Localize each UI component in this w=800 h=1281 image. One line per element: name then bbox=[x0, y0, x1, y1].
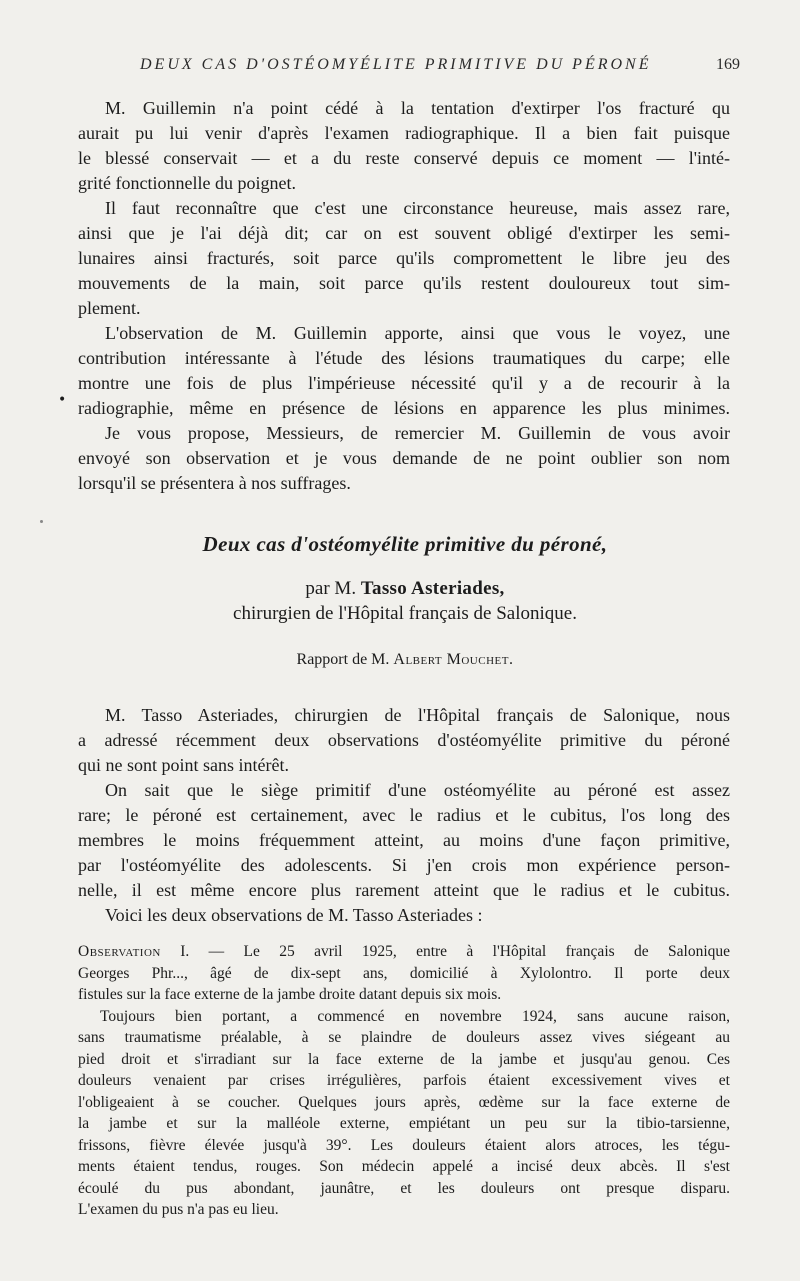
text-line: écoulé du pus abondant, jaunâtre, et les douleurs ont presque disparu. bbox=[78, 1179, 730, 1197]
text-line: Georges Phr..., âgé de dix-sept ans, domicilié à Xylolontro. Il porte deux bbox=[78, 964, 730, 982]
text-line: membres le moins fréquemment atteint, au moins d'une façon primitive, bbox=[78, 830, 730, 850]
text-line: Voici les deux observations de M. Tasso Asteriades : bbox=[105, 905, 483, 925]
margin-mark bbox=[40, 520, 43, 523]
text-line: par l'ostéomyélite des adolescents. Si j'en crois mon expérience person- bbox=[78, 855, 730, 875]
text-line: L'examen du pus n'a pas eu lieu. bbox=[78, 1201, 279, 1218]
text-line: montre une fois de plus l'impérieuse nécessité qu'il y a de recourir à la bbox=[78, 373, 730, 393]
report-guillemin-conclusion bbox=[78, 96, 730, 496]
running-head bbox=[140, 56, 740, 74]
rapport-author: Albert Mouchet. bbox=[393, 651, 514, 668]
text-line: lunaires ainsi fracturés, soit parce qu'ils compromettent le libre jeu des bbox=[78, 248, 730, 268]
text-line: rare; le péroné est certainement, avec le radius et le cubitus, l'os long des bbox=[78, 805, 730, 825]
text-line: M. Guillemin n'a point cédé à la tentation d'extirper l'os fracturé qu bbox=[105, 98, 730, 118]
text-line: aurait pu lui venir d'après l'examen radiographique. Il a bien fait puisque bbox=[78, 123, 730, 143]
byline-author: Tasso Asteriades, bbox=[360, 578, 505, 599]
text-line: frissons, fièvre élevée jusqu'à 39°. Les douleurs étaient alors atroces, les tégu- bbox=[78, 1136, 730, 1154]
running-head-title: DEUX CAS D'OSTÉOMYÉLITE PRIMITIVE DU PÉRONÉ bbox=[140, 56, 652, 73]
text-line: la jambe et sur la malléole externe, empiétant un peu sur la tibio-tarsienne, bbox=[78, 1115, 730, 1132]
text-line: Je vous propose, Messieurs, de remercier M. Guillemin de vous avoir bbox=[105, 423, 730, 443]
text-line: radiographie, même en présence de lésions en apparence les plus minimes. bbox=[78, 398, 730, 418]
observation-label: Observation bbox=[78, 943, 161, 960]
text-line: fistules sur la face externe de la jambe droite datant depuis six mois. bbox=[78, 986, 502, 1003]
rapport-line bbox=[0, 651, 800, 669]
article-introduction bbox=[78, 703, 730, 928]
rapport-prefix: Rapport de M. bbox=[296, 651, 390, 668]
text-line: le blessé conservait — et a du reste conservé depuis ce moment — l'inté- bbox=[78, 148, 730, 168]
text-line: sans traumatisme préalable, à se plaindre de douleurs assez vives siégeant au bbox=[78, 1029, 730, 1046]
text-line: contribution intéressante à l'étude des lésions traumatiques du carpe; elle bbox=[78, 348, 730, 368]
text-line: envoyé son observation et je vous demande de ne point oublier son nom bbox=[78, 448, 730, 468]
text-line: l'obligeaient à se coucher. Quelques jours après, œdème sur la face externe de bbox=[78, 1093, 730, 1111]
observation-first-line-rest: I. — Le 25 avril 1925, entre à l'Hôpital français de Salonique bbox=[180, 943, 731, 960]
text-line: ments étaient tendus, rouges. Son médecin appelé a incisé deux abcès. Il s'est bbox=[78, 1158, 730, 1175]
text-line: grité fonctionnelle du poignet. bbox=[78, 173, 296, 193]
text-line: qui ne sont point sans intérêt. bbox=[78, 755, 289, 775]
text-line: douleurs venaient par crises irrégulières, parfois étaient excessivement vives et bbox=[78, 1072, 730, 1089]
text-line: lorsqu'il se présentera à nos suffrages. bbox=[78, 473, 351, 493]
text-line: Toujours bien portant, a commencé en novembre 1924, sans aucune raison, bbox=[100, 1007, 730, 1025]
byline-author-line bbox=[0, 576, 800, 601]
byline-affiliation: chirurgien de l'Hôpital français de Salonique. bbox=[233, 603, 577, 624]
byline bbox=[0, 576, 800, 626]
text-line: a adressé récemment deux observations d'ostéomyélite primitive du péroné bbox=[78, 730, 730, 750]
article-title: Deux cas d'ostéomyélite primitive du péroné, bbox=[202, 532, 608, 556]
page-number: 169 bbox=[716, 56, 740, 73]
text-line: nelle, il est même encore plus rarement atteint que le radius et le cubitus. bbox=[78, 880, 730, 900]
observation-first-line bbox=[78, 941, 730, 963]
text-line: pied droit et s'irradiant sur la face externe de la jambe et jusqu'au genou. Ces bbox=[78, 1050, 730, 1068]
text-line: Il faut reconnaître que c'est une circonstance heureuse, mais assez rare, bbox=[105, 198, 730, 218]
observation-one bbox=[78, 941, 730, 1221]
text-line: plement. bbox=[78, 298, 141, 318]
text-line: On sait que le siège primitif d'une ostéomyélite au péroné est assez bbox=[105, 780, 730, 800]
margin-dot: • bbox=[58, 392, 67, 408]
text-line: M. Tasso Asteriades, chirurgien de l'Hôpital français de Salonique, nous bbox=[105, 705, 730, 725]
text-line: L'observation de M. Guillemin apporte, ainsi que vous le voyez, une bbox=[105, 323, 730, 343]
text-line: ainsi que je l'ai déjà dit; car on est souvent obligé d'extirper les semi- bbox=[78, 223, 730, 243]
byline-par: par M. bbox=[305, 578, 357, 599]
text-line: mouvements de la main, soit parce qu'ils restent douloureux tout sim- bbox=[78, 273, 730, 293]
